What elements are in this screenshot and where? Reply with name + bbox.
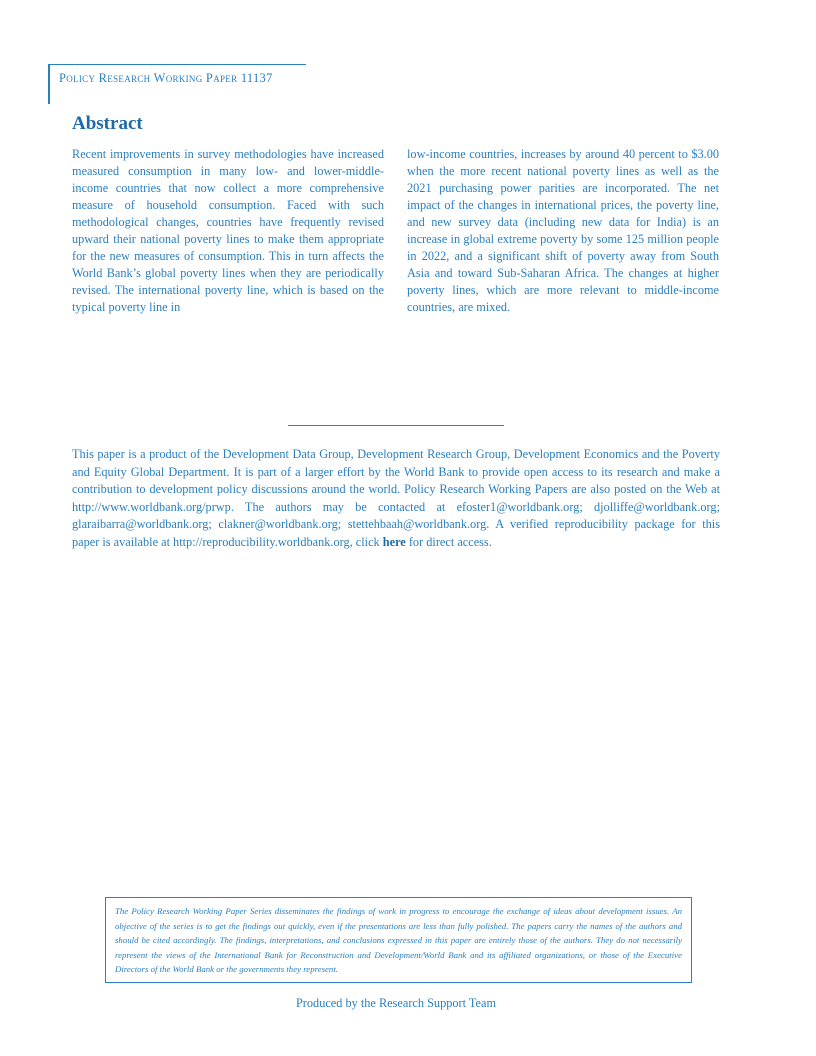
disclaimer-box bbox=[105, 897, 692, 983]
series-title: Policy Research Working Paper 11137 bbox=[59, 71, 273, 85]
abstract-column-left: Recent improvements in survey methodologies have increased measured consumption in many low- and lower-middle-income countries that now collect a more comprehensive measure of household consumption. Faced with such methodological changes, countries have frequently revised upward their national poverty lines to make them appropriate for the new measures of consumption. This in turn affects the World Bank’s global poverty lines when they are periodically revised. The international poverty line, which is based on the typical poverty line in bbox=[72, 147, 384, 314]
produced-by-note: Produced by the Research Support Team bbox=[295, 996, 497, 1010]
abstract-column-right: low-income countries, increases by around 40 percent to $3.00 when the more recent national poverty lines as well as the 2021 purchasing power parities are incorporated. The net impact of the changes in international prices, the poverty line, and new survey data (including new data for India) is an increase in global extreme poverty by some 125 million people in 2022, and a significant shift of poverty away from South Asia and toward Sub-Saharan Africa. The changes at higher poverty lines, which are more relevant to middle-income countries, are mixed. bbox=[407, 147, 719, 314]
section-divider bbox=[288, 425, 504, 426]
product-note bbox=[72, 446, 720, 552]
product-note-text: This paper is a product of the Development Data Group, Development Research Group, Development Economics and the Poverty and Equity Global Department. It is part of a larger effort by the World Bank to provide open access to its research and make a contribution to development policy discussions around the world. Policy Research Working Papers are also posted on the Web at http://www.worldbank.org/prwp. The authors may be contacted at efoster1@worldbank.org; djolliffe@worldbank.org; glaraibarra@worldbank.org; clakner@worldbank.org; stettehbaah@worldbank.org. A verified reproducibility package for this paper is available at http://reproducibility.worldbank.org, click bbox=[72, 447, 720, 549]
abstract-heading: Abstract bbox=[72, 113, 143, 134]
series-header bbox=[48, 64, 306, 104]
direct-access-link[interactable]: here bbox=[382, 534, 406, 549]
disclaimer-text: The Policy Research Working Paper Series disseminates the findings of work in progress to encourage the exchange of ideas about development issues. An objective of the series is to get the findings out quickly, even if the presentations are less than fully polished. The papers carry the names of the authors and should be cited accordingly. The findings, interpretations, and conclusions expressed in this paper are entirely those of the authors. They do not necessarily represent the views of the International Bank for Reconstruction and Development/World Bank and its affiliated organizations, or those of the Executive Directors of the World Bank or the governments they represent. bbox=[115, 906, 682, 974]
product-note-text-end: for direct access. bbox=[405, 534, 492, 549]
